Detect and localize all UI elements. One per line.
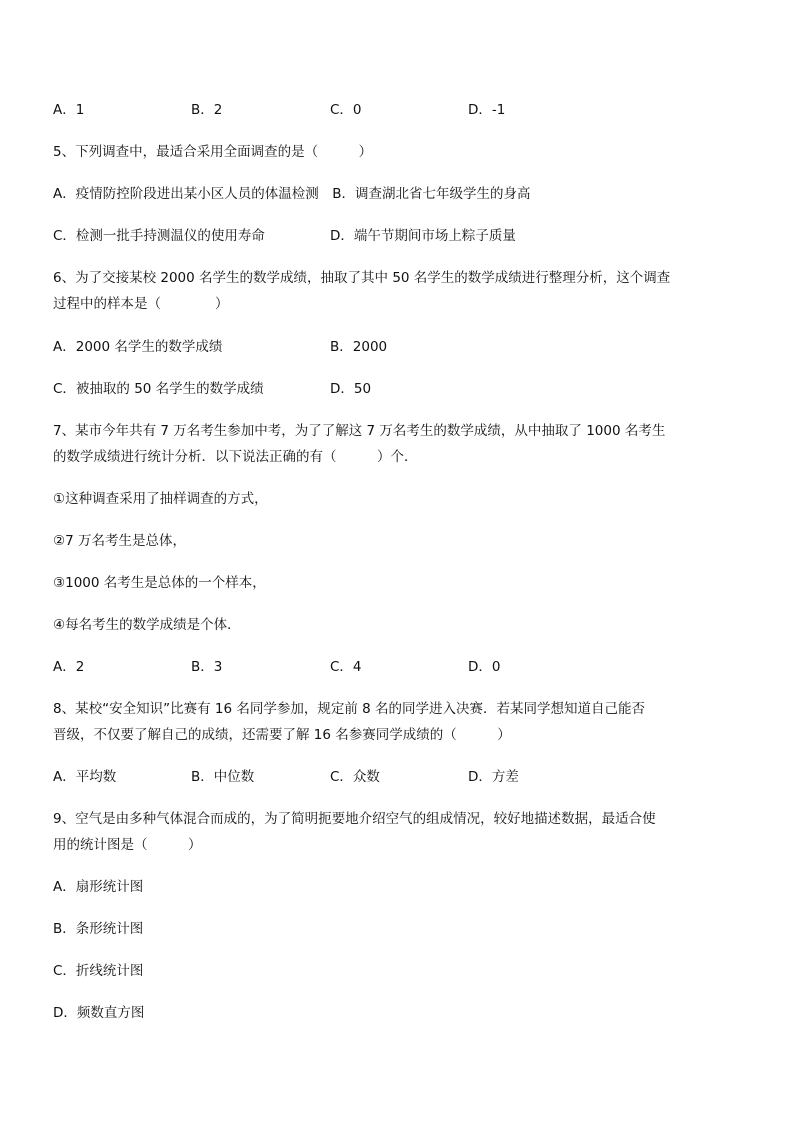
- q9-option-d: D．频数直方图: [53, 1005, 145, 1021]
- q8-option-d: D．方差: [468, 769, 519, 785]
- q6-option-b: B．2000: [330, 339, 388, 355]
- q4-option-b: B．2: [191, 102, 223, 118]
- q7-stem-line1: 7、某市今年共有 7 万名考生参加中考，为了了解这 7 万名考生的数学成绩，从中抽取了 1000 名考生: [53, 423, 666, 439]
- q7-statement-3: ③1000 名考生是总体的一个样本，: [53, 575, 266, 591]
- q6-option-d: D．50: [330, 381, 372, 397]
- q4-option-d: D．-1: [468, 102, 506, 118]
- q7-statement-2: ②7 万名考生是总体，: [53, 533, 186, 549]
- q8-option-c: C．众数: [330, 769, 380, 785]
- q5-options-ab: A．疫情防控阶段进出某小区人员的体温检测 B．调查湖北省七年级学生的身高: [53, 186, 531, 202]
- q6-option-a: A．2000 名学生的数学成绩: [53, 339, 223, 355]
- q4-option-c: C．0: [330, 102, 362, 118]
- q7-option-c: C．4: [330, 659, 362, 675]
- q7-stem-line2: 的数学成绩进行统计分析．以下说法正确的有（ ）个．: [53, 449, 418, 465]
- q8-stem-line1: 8、某校“安全知识”比赛有 16 名同学参加，规定前 8 名的同学进入决赛．若某同学想知道自己能否: [53, 701, 646, 717]
- q6-option-c: C．被抽取的 50 名学生的数学成绩: [53, 381, 264, 397]
- q7-statement-1: ①这种调查采用了抽样调查的方式，: [53, 491, 268, 507]
- q8-option-b: B．中位数: [191, 769, 255, 785]
- q5-option-c: C．检测一批手持测温仪的使用寿命: [53, 228, 265, 244]
- q7-option-a: A．2: [53, 659, 85, 675]
- q8-option-a: A．平均数: [53, 769, 117, 785]
- q6-stem-line2: 过程中的样本是（ ）: [53, 296, 229, 312]
- q9-option-c: C．折线统计图: [53, 963, 144, 979]
- q7-option-b: B．3: [191, 659, 223, 675]
- q7-option-d: D．0: [468, 659, 501, 675]
- q5-stem: 5、下列调查中，最适合采用全面调查的是（ ）: [53, 144, 373, 160]
- q9-stem-line1: 9、空气是由多种气体混合而成的，为了简明扼要地介绍空气的组成情况，较好地描述数据，最适合使: [53, 811, 656, 827]
- q6-stem-line1: 6、为了交接某校 2000 名学生的数学成绩，抽取了其中 50 名学生的数学成绩进行整理分析，这个调查: [53, 270, 671, 286]
- q9-stem-line2: 用的统计图是（ ）: [53, 837, 202, 853]
- q9-option-b: B．条形统计图: [53, 921, 144, 937]
- q4-option-a: A．1: [53, 102, 85, 118]
- q7-statement-4: ④每名考生的数学成绩是个体．: [53, 617, 241, 633]
- q8-stem-line2: 晋级，不仅要了解自己的成绩，还需要了解 16 名参赛同学成绩的（ ）: [53, 727, 511, 743]
- q5-option-d: D．端午节期间市场上粽子质量: [330, 228, 516, 244]
- q9-option-a: A．扇形统计图: [53, 879, 144, 895]
